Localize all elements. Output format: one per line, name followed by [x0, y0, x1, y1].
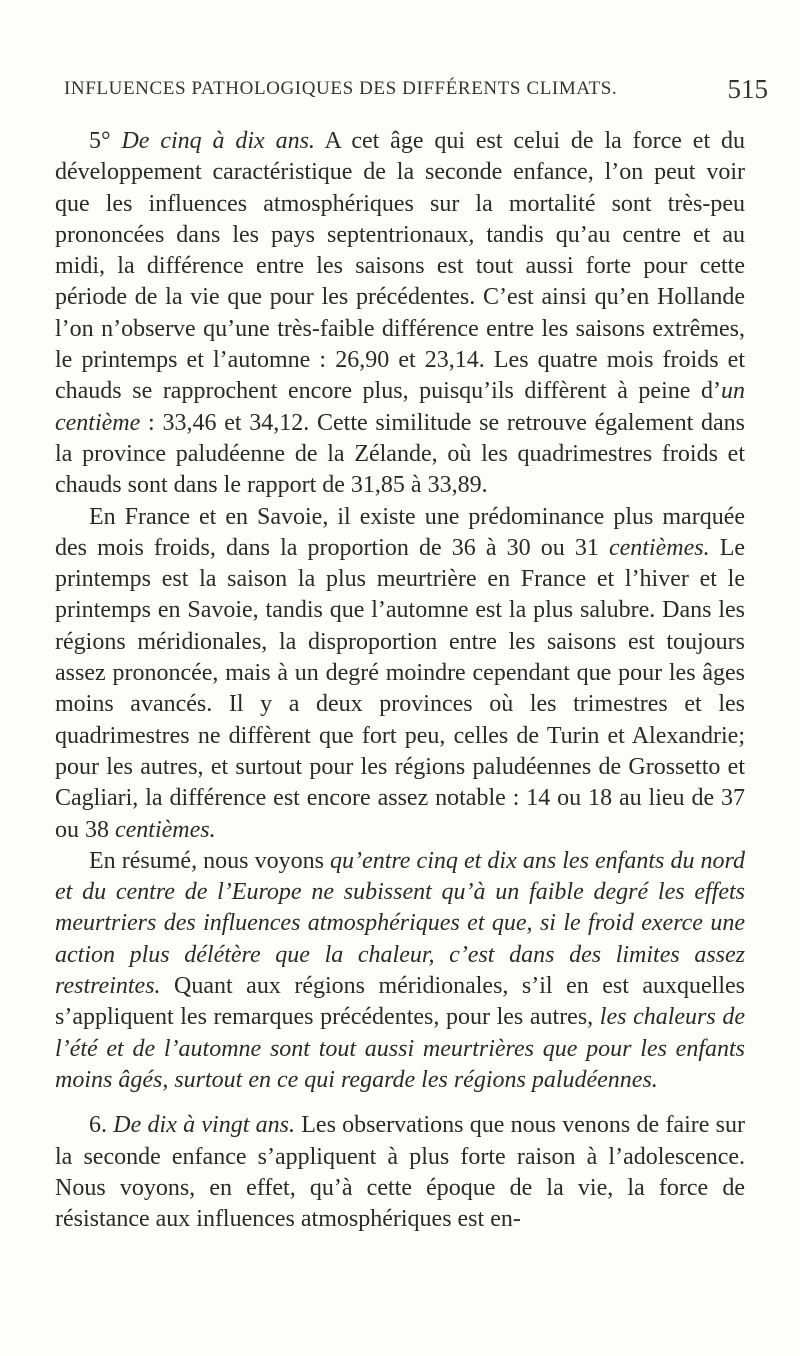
- paragraph-france-savoie: [55, 502, 745, 846]
- paragraph-summary: [55, 846, 745, 1096]
- italic-segment: qu’entre cinq et dix ans les enfants du nord et du centre de l’Europe ne subissent qu’à un faible degré les effets meurtriers des influences atmosphériques et que, si le froid exerce une action plus délétère que la chaleur, c’est dans des limites assez restreintes.: [55, 847, 745, 1000]
- text-segment: A cet âge qui est celui de la force et du développement caractéristique de la seconde enfance, l’on peut voir que les influences atmosphériques sur la mortalité sont très-peu prononcées dans les pays septentrionaux, tandis qu’au centre et au midi, la différence entre les saisons est tout aussi forte pour cette période de la vie que pour les précédentes. C’est ainsi qu’en Hollande l’on n’observe qu’une très-faible différence entre les saisons extrêmes, le printemps et l’automne : 26,90 et 23,14. Les quatre mois froids et chauds se rapprochent encore plus, puisqu’ils diffèrent à peine d’: [55, 128, 745, 405]
- italic-segment: un centième: [55, 378, 745, 436]
- italic-segment: centièmes.: [115, 816, 216, 843]
- text-segment: Quant aux régions méridionales, s’il en est auxquelles s’appliquent les remarques précédentes, pour les autres,: [55, 973, 745, 1031]
- text-segment: En résumé, nous voyons: [89, 847, 331, 874]
- italic-segment: centièmes.: [608, 534, 710, 561]
- body-text: [55, 126, 745, 1235]
- page-number: 515: [727, 74, 768, 104]
- text-segment: Les observations que nous venons de faire sur la seconde enfance s’appliquent à plus forte raison à l’adolescence. Nous voyons, en effet, qu’à cette époque de la vie, la force de résistance aux influences atmosphériques est en-: [55, 1112, 746, 1233]
- text-segment: 5°: [89, 128, 122, 154]
- text-segment: Le printemps est la saison la plus meurtrière en France et l’hiver et le printemps en Savoie, tandis que l’automne est la plus salubre. Dans les régions méridionales, la disproportion entre les saisons est toujours assez prononcée, mais à un degré moindre cependant que pour les âges moins avancés. Il y a deux provinces où les trimestres et les quadrimestres ne diffèrent que fort peu, celles de Turin et Alexandrie; pour les autres, et surtout pour les régions paludéennes de Grossetto et Cagliari, la différence est encore assez notable : 14 ou 18 au lieu de 37 ou 38: [55, 534, 746, 843]
- running-title: INFLUENCES PATHOLOGIQUES DES DIFFÉRENTS CLIMATS.: [64, 78, 618, 99]
- italic-segment: les chaleurs de l’été et de l’automne sont tout aussi meurtrières que pour les enfants moins âgés, surtout en ce qui regarde les régions paludéennes.: [55, 1004, 745, 1093]
- text-segment: : 33,46 et 34,12. Cette similitude se retrouve également dans la province paludéenne de la Zélande, où les quadrimestres froids et chauds sont dans le rapport de 31,85 à 33,89.: [55, 409, 745, 499]
- page-header: [60, 74, 768, 110]
- italic-segment: De cinq à dix ans.: [121, 128, 315, 154]
- paragraph-age-5-10: [55, 126, 745, 502]
- paragraph-age-10-20: [55, 1110, 745, 1235]
- italic-segment: De dix à vingt ans.: [113, 1112, 295, 1139]
- text-segment: En France et en Savoie, il existe une prédominance plus marquée des mois froids, dans la proportion de 36 à 30 ou 31: [55, 503, 745, 561]
- text-segment: 6.: [89, 1112, 114, 1139]
